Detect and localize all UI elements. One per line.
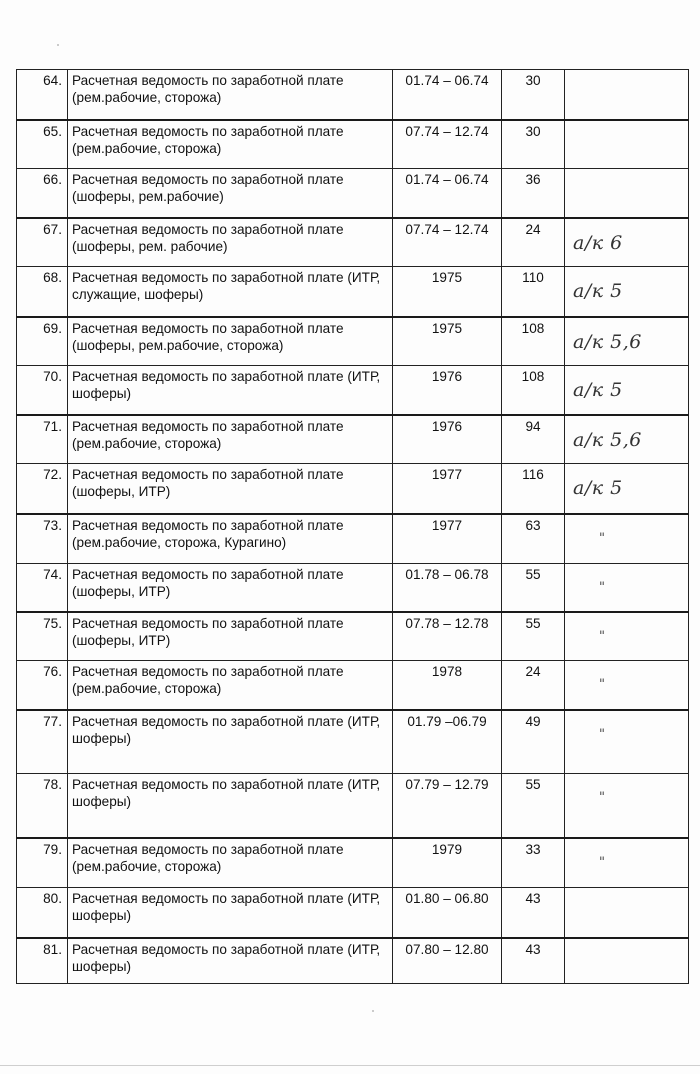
- table-row: [17, 838, 689, 888]
- row-sheet-count: 24: [502, 661, 565, 710]
- row-title: Расчетная ведомость по заработной плате (ИТР, шоферы): [68, 710, 393, 774]
- row-sheet-count: 43: [502, 888, 565, 938]
- row-note-cell: [565, 120, 689, 169]
- row-sheet-count: 55: [502, 774, 565, 838]
- row-dates: 1979: [393, 838, 502, 888]
- row-number: 68.: [17, 267, 68, 317]
- row-number: 65.: [17, 120, 68, 169]
- row-title: Расчетная ведомость по заработной плате (рем.рабочие, сторожа, Курагино): [68, 514, 393, 564]
- row-number: 69.: [17, 317, 68, 366]
- scan-edge-line: [0, 1065, 700, 1066]
- handwritten-note: а/к 5: [573, 280, 623, 302]
- table-row: [17, 564, 689, 612]
- row-note-cell: [565, 317, 689, 366]
- row-title: Расчетная ведомость по заработной плате (шоферы, ИТР): [68, 464, 393, 514]
- handwritten-ditto-mark: ": [599, 580, 604, 595]
- row-title: Расчетная ведомость по заработной плате (шоферы, рем.рабочие, сторожа): [68, 317, 393, 366]
- row-note-cell: [565, 661, 689, 710]
- row-note-cell: [565, 218, 689, 267]
- row-number: 67.: [17, 218, 68, 267]
- row-note-cell: [565, 267, 689, 317]
- row-note-cell: [565, 514, 689, 564]
- handwritten-note: а/к 5,6: [573, 428, 642, 451]
- table-row: [17, 415, 689, 464]
- row-note-cell: [565, 774, 689, 838]
- row-dates: 1977: [393, 514, 502, 564]
- row-title: Расчетная ведомость по заработной плате (ИТР, шоферы): [68, 888, 393, 938]
- table-row: [17, 169, 689, 218]
- row-note-cell: [565, 612, 689, 661]
- table-row: [17, 120, 689, 169]
- row-dates: 1975: [393, 317, 502, 366]
- row-dates: 01.78 – 06.78: [393, 564, 502, 612]
- row-sheet-count: 55: [502, 612, 565, 661]
- table-row: [17, 774, 689, 838]
- row-dates: 07.78 – 12.78: [393, 612, 502, 661]
- row-note-cell: [565, 70, 689, 120]
- row-title: Расчетная ведомость по заработной плате (рем.рабочие, сторожа): [68, 120, 393, 169]
- row-sheet-count: 63: [502, 514, 565, 564]
- row-number: 75.: [17, 612, 68, 661]
- row-note-cell: [565, 888, 689, 938]
- row-sheet-count: 24: [502, 218, 565, 267]
- row-dates: 01.74 – 06.74: [393, 70, 502, 120]
- table-row: [17, 661, 689, 710]
- row-number: 76.: [17, 661, 68, 710]
- row-title: Расчетная ведомость по заработной плате (шоферы, рем. рабочие): [68, 218, 393, 267]
- row-title: Расчетная ведомость по заработной плате (рем.рабочие, сторожа): [68, 661, 393, 710]
- scan-speck: [57, 44, 59, 46]
- row-number: 74.: [17, 564, 68, 612]
- row-dates: 1976: [393, 415, 502, 464]
- row-dates: 1975: [393, 267, 502, 317]
- row-note-cell: [565, 710, 689, 774]
- row-title: Расчетная ведомость по заработной плате (шоферы, рем.рабочие): [68, 169, 393, 218]
- table-row: [17, 612, 689, 661]
- row-number: 73.: [17, 514, 68, 564]
- row-note-cell: [565, 169, 689, 218]
- row-note-cell: [565, 464, 689, 514]
- table-row: [17, 70, 689, 120]
- row-sheet-count: 36: [502, 169, 565, 218]
- row-note-cell: [565, 415, 689, 464]
- row-number: 81.: [17, 938, 68, 984]
- table-row: [17, 366, 689, 415]
- table-row: [17, 218, 689, 267]
- row-sheet-count: 116: [502, 464, 565, 514]
- row-number: 80.: [17, 888, 68, 938]
- scan-speck: [372, 1010, 374, 1012]
- row-sheet-count: 94: [502, 415, 565, 464]
- handwritten-ditto-mark: ": [599, 854, 604, 870]
- inventory-table: [16, 69, 689, 984]
- row-dates: 1978: [393, 661, 502, 710]
- row-title: Расчетная ведомость по заработной плате (шоферы, ИТР): [68, 612, 393, 661]
- row-number: 72.: [17, 464, 68, 514]
- row-number: 77.: [17, 710, 68, 774]
- handwritten-note: а/к 6: [573, 231, 623, 254]
- row-dates: 01.74 – 06.74: [393, 169, 502, 218]
- row-title: Расчетная ведомость по заработной плате (ИТР, шоферы): [68, 366, 393, 415]
- handwritten-ditto-mark: ": [599, 628, 604, 644]
- row-number: 71.: [17, 415, 68, 464]
- row-sheet-count: 43: [502, 938, 565, 984]
- handwritten-ditto-mark: ": [599, 726, 604, 742]
- row-sheet-count: 30: [502, 70, 565, 120]
- row-title: Расчетная ведомость по заработной плате (ИТР, шоферы): [68, 938, 393, 984]
- row-sheet-count: 49: [502, 710, 565, 774]
- row-dates: 1976: [393, 366, 502, 415]
- handwritten-note: а/к 5: [573, 379, 623, 401]
- row-sheet-count: 108: [502, 317, 565, 366]
- row-note-cell: [565, 838, 689, 888]
- row-title: Расчетная ведомость по заработной плате (рем.рабочие, сторожа): [68, 838, 393, 888]
- row-dates: 07.80 – 12.80: [393, 938, 502, 984]
- row-number: 70.: [17, 366, 68, 415]
- row-number: 79.: [17, 838, 68, 888]
- table-row: [17, 464, 689, 514]
- handwritten-ditto-mark: ": [599, 530, 604, 546]
- row-number: 64.: [17, 70, 68, 120]
- table-row: [17, 938, 689, 984]
- row-sheet-count: 110: [502, 267, 565, 317]
- handwritten-note: а/к 5,6: [573, 330, 642, 353]
- row-title: Расчетная ведомость по заработной плате (ИТР, шоферы): [68, 774, 393, 838]
- row-sheet-count: 33: [502, 838, 565, 888]
- row-title: Расчетная ведомость по заработной плате (ИТР, служащие, шоферы): [68, 267, 393, 317]
- handwritten-ditto-mark: ": [599, 790, 604, 805]
- row-number: 66.: [17, 169, 68, 218]
- row-dates: 07.74 – 12.74: [393, 218, 502, 267]
- row-dates: 01.79 –06.79: [393, 710, 502, 774]
- row-dates: 1977: [393, 464, 502, 514]
- row-sheet-count: 30: [502, 120, 565, 169]
- table-row: [17, 317, 689, 366]
- row-dates: 07.74 – 12.74: [393, 120, 502, 169]
- row-title: Расчетная ведомость по заработной плате (рем.рабочие, сторожа): [68, 415, 393, 464]
- table-row: [17, 514, 689, 564]
- row-note-cell: [565, 366, 689, 415]
- handwritten-ditto-mark: ": [599, 677, 604, 692]
- row-number: 78.: [17, 774, 68, 838]
- handwritten-note: а/к 5: [573, 477, 623, 499]
- row-note-cell: [565, 938, 689, 984]
- table-row: [17, 710, 689, 774]
- row-sheet-count: 108: [502, 366, 565, 415]
- row-note-cell: [565, 564, 689, 612]
- table-row: [17, 267, 689, 317]
- table-row: [17, 888, 689, 938]
- row-title: Расчетная ведомость по заработной плате (рем.рабочие, сторожа): [68, 70, 393, 120]
- row-dates: 01.80 – 06.80: [393, 888, 502, 938]
- row-sheet-count: 55: [502, 564, 565, 612]
- row-title: Расчетная ведомость по заработной плате (шоферы, ИТР): [68, 564, 393, 612]
- inventory-table-body: [17, 70, 689, 984]
- row-dates: 07.79 – 12.79: [393, 774, 502, 838]
